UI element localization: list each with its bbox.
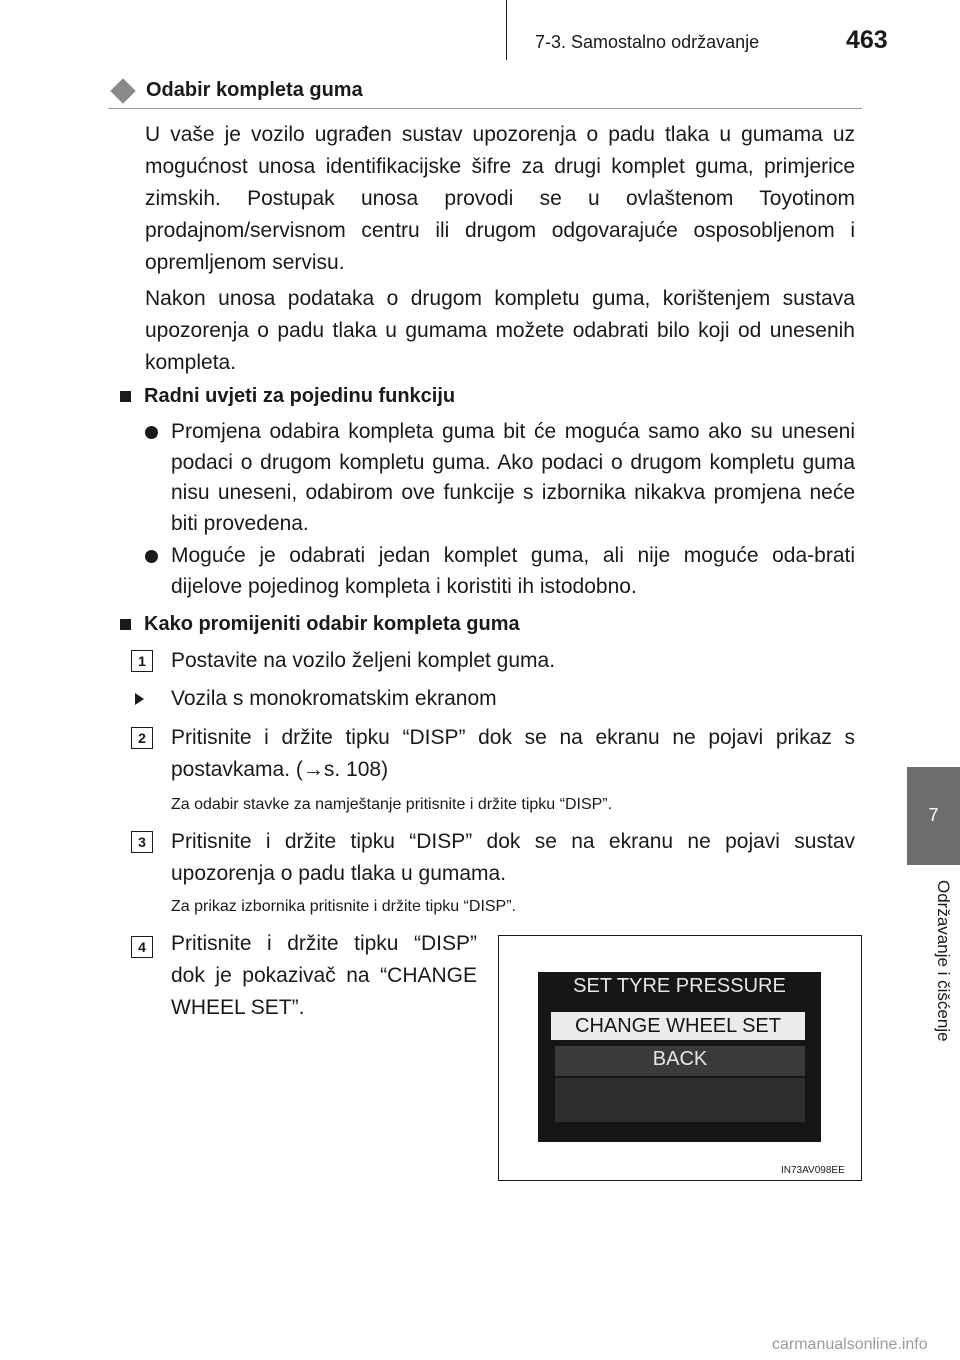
step-1-text: Postavite na vozilo željeni komplet guma. (171, 649, 556, 672)
bullet-dot-icon (145, 426, 158, 439)
vehicle-subhead: Vozila s monokromatskim ekranom (171, 687, 497, 710)
header-section-title: 7-3. Samostalno održavanje (535, 32, 760, 52)
section-heading-text: Odabir kompleta guma (146, 79, 363, 101)
chapter-number: 7 (928, 805, 939, 825)
section-divider (108, 108, 862, 109)
step-1-number: 1 (131, 650, 153, 672)
bullet-dot-icon (145, 550, 158, 563)
howto-heading-text: Kako promijeniti odabir kompleta guma (144, 613, 520, 635)
step-3-number: 3 (131, 831, 153, 853)
menu-title: SET TYRE PRESSURE (573, 975, 786, 997)
square-bullet-icon (120, 619, 131, 630)
triangle-bullet-icon (135, 693, 144, 705)
header-divider (506, 0, 507, 60)
square-bullet-icon (120, 391, 131, 402)
condition-bullet-1 (145, 417, 855, 539)
step-3-text: Pritisnite i držite tipku “DISP” dok se na ekranu ne pojavi sustav upozorenja o padu tlaka u gumama. (171, 830, 855, 885)
step-4-text: Pritisnite i držite tipku “DISP” dok je pokazivač na “CHANGE WHEEL SET”. (171, 932, 477, 1019)
step-2-note: Za odabir stavke za namještanje pritisnite i držite tipku “DISP”. (171, 796, 613, 813)
step-3-note: Za prikaz izbornika pritisnite i držite tipku “DISP”. (171, 898, 516, 915)
watermark: carmanualsonline.info (772, 1336, 928, 1353)
figure-code: IN73AV098EE (781, 1165, 845, 1176)
diamond-icon (110, 78, 135, 103)
menu-item-change-wheel-set: CHANGE WHEEL SET (551, 1012, 805, 1040)
menu-item-back: BACK (652, 1048, 708, 1070)
step-2-number: 2 (131, 727, 153, 749)
chapter-title: Održavanje i čišćenje (934, 880, 953, 1042)
page-number: 463 (846, 26, 888, 54)
intro-paragraph-1: U vaše je vozilo ugrađen sustav upozorenja o padu tlaka u gumama uz mogućnost unosa identifikacijske šifre za drugi komplet guma, primjerice zimskih. Postupak unosa provodi se u ovlaštenom Toyotinom prodajnom/servisnom centru ili drugom odgovarajuće osposobljenom i opremljenom servisu. (145, 123, 855, 274)
step-4-number: 4 (131, 936, 153, 958)
conditions-heading (120, 385, 455, 408)
howto-heading (120, 613, 520, 636)
menu-empty-area (555, 1078, 805, 1122)
intro-paragraph-2: Nakon unosa podataka o drugom kompletu guma, korištenjem sustava upozorenja o padu tlaka u gumama možete odabrati bilo koji od unesenih kompleta. (145, 287, 855, 374)
conditions-heading-text: Radni uvjeti za pojedinu funkciju (144, 385, 456, 407)
section-heading (108, 79, 363, 102)
condition-bullet-2 (145, 541, 855, 602)
condition-bullet-1-text: Promjena odabira kompleta guma bit će moguća samo ako su uneseni podaci o drugom kompletu guma. Ako podaci o drugom kompletu guma nisu uneseni, odabirom ove funkcije s izbornika nikakva promjena neće biti provedena. (171, 420, 855, 535)
condition-bullet-2-text: Moguće je odabrati jedan komplet guma, ali nije moguće oda-brati dijelove pojedinog kompleta i koristiti ih istodobno. (171, 544, 855, 598)
step-2-text: Pritisnite i držite tipku “DISP” dok se na ekranu ne pojavi prikaz s postavkama. (→s. 108) (171, 726, 855, 781)
